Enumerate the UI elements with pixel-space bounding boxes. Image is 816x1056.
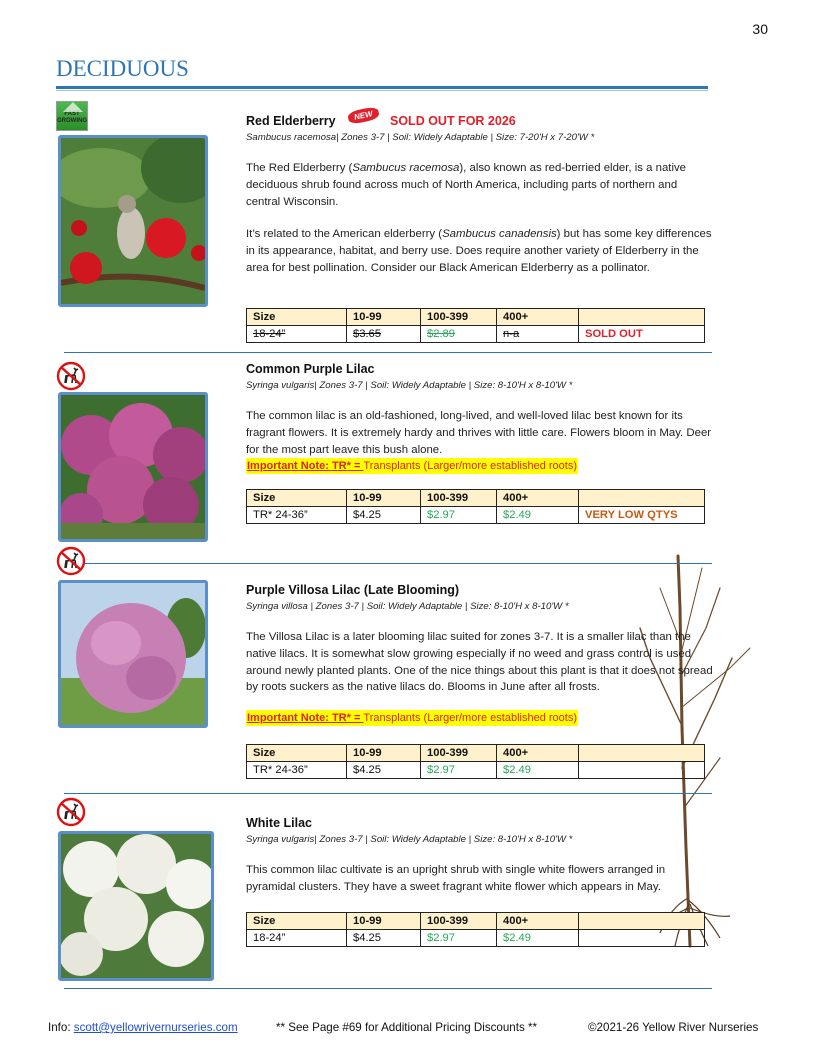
section-title: DECIDUOUS	[56, 56, 189, 81]
footer-copyright: ©2021-26 Yellow River Nurseries	[588, 1021, 759, 1034]
product-description: This common lilac cultivate is an upright shrub with single white flowers arranged in pyramidal clusters. They have a sweet fragrant white flower which appears in May.	[246, 864, 666, 893]
product-name: Red Elderberry	[246, 114, 336, 128]
fast-growing-icon	[56, 101, 88, 131]
product-separator	[64, 352, 712, 353]
email-link[interactable]: scott@yellowrivernurseries.com	[73, 1021, 238, 1034]
table-row: TR* 24-36” $4.25 $2.97 $2.49	[247, 762, 705, 779]
product-separator	[64, 563, 712, 564]
fast-growing-label: FAST GROWING	[57, 111, 87, 124]
new-badge: NEW	[347, 106, 380, 125]
product-separator	[64, 793, 712, 794]
red-elderberry-photo	[58, 135, 208, 307]
product-subtitle: Syringa vulgaris| Zones 3-7 | Soil: Widely Adaptable | Size: 8-10'H x 8-10'W *	[246, 380, 573, 391]
no-deer-icon	[56, 361, 86, 391]
product-description: The Villosa Lilac is a later blooming lilac suited for zones 3-7. It is a smaller lilac than the native lilacs. It is somewhat slow growing especially if no weed and grass control is used around newly planted plants. One of the nice things about this plant is that it does not spread by roots suckers as the native lilacs do. Blooms in June after all frosts.	[246, 631, 713, 694]
product-description: The common lilac is an old-fashioned, long-lived, and well-loved lilac best known for its fragrant flowers. It is extremely hardy and thrives with little care. Flowers bloom in May. Deer for the most part leave this bush alone.	[246, 410, 712, 456]
title-rule	[56, 86, 708, 89]
title-rule-thin	[56, 90, 708, 91]
sold-out-heading: SOLD OUT FOR 2026	[390, 114, 516, 128]
white-lilac-photo	[58, 831, 214, 981]
purple-lilac-photo	[58, 392, 208, 542]
footer-info-label: Info:	[48, 1021, 71, 1034]
table-row: TR* 24-36” $4.25 $2.97 $2.49 VERY LOW QTYS	[247, 507, 705, 524]
product-separator	[64, 988, 712, 989]
price-table: Size 10-99 100-399 400+ TR* 24-36” $4.25 $2.97 $2.49	[246, 744, 705, 779]
important-note: Important Note: TR* = Transplants (Larger/more established roots)	[247, 712, 577, 724]
important-note: Important Note: TR* = Transplants (Larger/more established roots)	[247, 460, 577, 472]
no-deer-icon	[56, 797, 86, 827]
villosa-lilac-photo	[58, 580, 208, 728]
product-subtitle: Syringa villosa | Zones 3-7 | Soil: Widely Adaptable | Size: 8-10'H x 8-10'W *	[246, 601, 569, 612]
product-subtitle: Sambucus racemosa| Zones 3-7 | Soil: Widely Adaptable | Size: 7-20'H x 7-20'W *	[246, 132, 595, 143]
product-name: White Lilac	[246, 816, 312, 830]
price-table: Size 10-99 100-399 400+ 18-24” $4.25 $2.97 $2.49	[246, 912, 705, 947]
table-row: 18-24” $3.65 $2.89 n-a SOLD OUT	[247, 326, 705, 343]
product-subtitle: Syringa vulgaris| Zones 3-7 | Soil: Widely Adaptable | Size: 8-10'H x 8-10'W *	[246, 834, 573, 845]
table-row: 18-24” $4.25 $2.97 $2.49	[247, 930, 705, 947]
product-description: The Red Elderberry (Sambucus racemosa), also known as red-berried elder, is a native deciduous shrub found across much of North America, including parts of northern and central Wisconsin. It’s related to the American elderberry (Sambucus canadensis) but has some key differences in its appearance, habitat, and berry use. Does require another variety of Elderberry in the area for best pollination. Consider our Black American Elderberry as a pollinator.	[246, 162, 712, 274]
product-name: Purple Villosa Lilac (Late Blooming)	[246, 583, 460, 597]
price-table: Size 10-99 100-399 400+ 18-24” $3.65 $2.89 n-a SOLD OUT	[246, 308, 705, 343]
no-deer-icon	[56, 546, 86, 576]
product-name: Common Purple Lilac	[246, 362, 375, 376]
footer-discount-note: ** See Page #69 for Additional Pricing Discounts **	[276, 1021, 538, 1034]
page-number: 30	[752, 21, 768, 37]
price-table: Size 10-99 100-399 400+ TR* 24-36” $4.25 $2.97 $2.49 VERY LOW QTYS	[246, 489, 705, 524]
footer-info	[48, 1021, 238, 1034]
